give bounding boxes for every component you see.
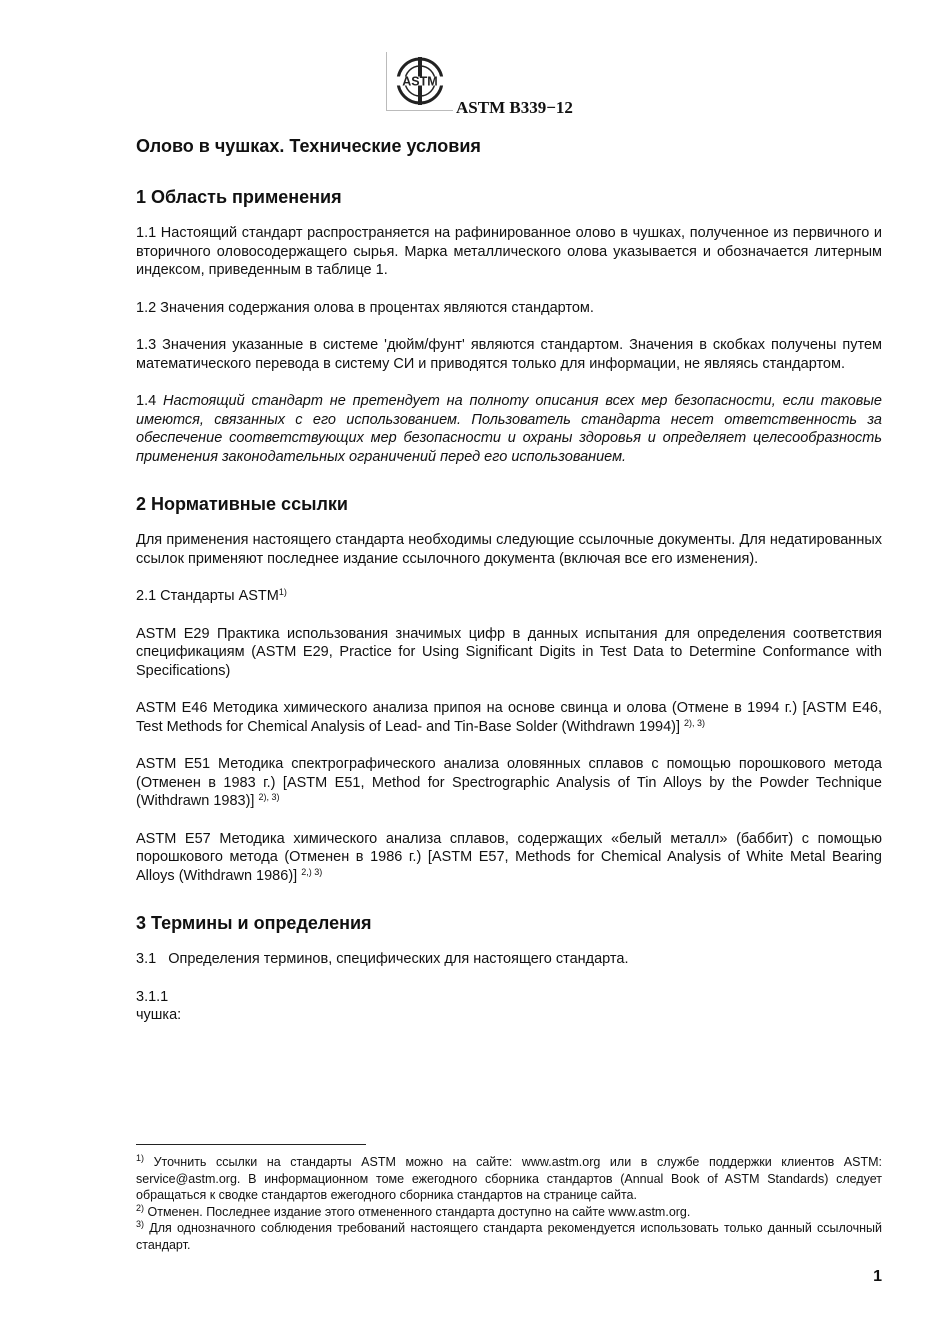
footnote-1 [136,1154,882,1204]
page-number: 1 [873,1268,882,1285]
reference-e51-footnote-refs: 2), 3) [258,792,280,802]
footnote-divider [136,1144,366,1145]
clause-1-4-number: 1.4 [136,393,157,409]
clause-2-1-text: 2.1 Стандарты ASTM [136,588,279,604]
clause-3-1-1 [136,988,882,1025]
footnote-ref-1: 1) [278,587,287,597]
reference-e57-text: ASTM E57 Методика химического анализа сплавов, содержащих «белый металл» (баббит) с помощью порошкового метода (Отменен в 1986 г.) [ASTM E57, Methods for Chemical Analysis of White Metal Bearing Alloys (Withdrawn 1986)] [136,830,882,884]
reference-e51-text: ASTM E51 Методика спектрографического анализа оловянных сплавов с помощью порошкового метода (Отменен в 1983 г.) [ASTM E51, Method for Spectrographic Analysis of Tin Alloys by the Powder Technique (Withdrawn 1983)] [136,756,882,809]
reference-e46-footnote-refs: 2), 3) [684,717,706,728]
reference-e51 [136,755,882,811]
clause-1-4-text: Настоящий стандарт не претендует на полноту описания всех мер безопасности, если таковые имеются, связанных с его использованием. Пользователь стандарта несет ответственность за обеспечение соответствующих мер безопасности и охраны здоровья и определяет целесообразность применения законодательных ограничений перед его использованием. [136,393,882,465]
footnote-2-mark: 2) [136,1202,145,1213]
reference-e46 [136,699,882,736]
clause-1-1: 1.1 Настоящий стандарт распространяется на рафинированное олово в чушках, полученное из первичного и вторичного оловосодержащего сырья. Марка металлического олова указывается и обозначается литерным индексом, приведенным в таблице 1. [136,225,882,278]
footnote-3-mark: 3) [136,1219,145,1229]
footnote-3-text: Для однозначного соблюдения требований настоящего стандарта рекомендуется использовать только данный ссылочный стандарт. [136,1221,882,1252]
document-body [136,136,882,1044]
document-title: Олово в чушках. Технические условия [136,136,481,156]
footnote-1-text: Уточнить ссылки на стандарты ASTM можно на сайте: www.astm.org или в службе поддержки клиентов ASTM: service@astm.org. В информационном томе ежегодного сборника стандартов (Annual Book of ASTM Standards) следует обращаться к сводке стандартов ежегодного сборника стандартов на странице сайта. [136,1155,882,1202]
section-2-intro: Для применения настоящего стандарта необходимы следующие ссылочные документы. Для недатированных ссылок применяют последнее издание ссылочного документа (включая все его изменения). [136,532,882,567]
astm-logo [386,52,453,111]
document-designation: ASTM B339−12 [456,98,573,117]
reference-e29: ASTM E29 Практика использования значимых цифр в данных испытания для определения соответствия спецификациям (ASTM E29, Practice for Using Significant Digits in Test Data to Determine Conformance with Specifications) [136,625,882,679]
clause-1-2: 1.2 Значения содержания олова в процентах являются стандартом. [136,299,594,316]
document-header [386,52,626,120]
footnotes [136,1154,882,1253]
clause-1-4 [136,392,882,466]
clause-1-3: 1.3 Значения указанные в системе 'дюйм/фунт' являются стандартом. Значения в скобках получены путем математического перевода в систему СИ и приводятся только для информации, не являясь стандартом. [136,337,882,372]
section-2-heading: 2 Нормативные ссылки [136,494,348,514]
astm-logo-text: ASTM [402,74,438,89]
reference-e46-text: ASTM E46 Методика химического анализа припоя на основе свинца и олова (Отмене в 1994 г.) [ASTM E46, Test Methods for Chemical Analysis of Lead- and Tin-Base Solder (Withdrawn 1994)] [136,700,882,735]
reference-e57 [136,830,882,886]
clause-3-1-1-number: 3.1.1 [136,988,169,1005]
clause-3-1: 3.1 Определения терминов, специфических для настоящего стандарта. [136,951,629,967]
footnote-1-mark: 1) [136,1153,145,1163]
section-1-heading: 1 Область применения [136,187,342,207]
reference-e57-footnote-refs: 2,) 3) [301,866,323,877]
clause-2-1 [136,587,882,606]
footnote-2 [136,1204,882,1221]
section-3-heading: 3 Термины и определения [136,913,372,933]
footnote-2-text: Отменен. Последнее издание этого отмененного стандарта доступно на сайте www.astm.org. [147,1204,691,1219]
clause-3-1-1-term: чушка: [136,1007,182,1023]
footnote-3 [136,1220,882,1253]
astm-logo-icon [391,54,449,108]
